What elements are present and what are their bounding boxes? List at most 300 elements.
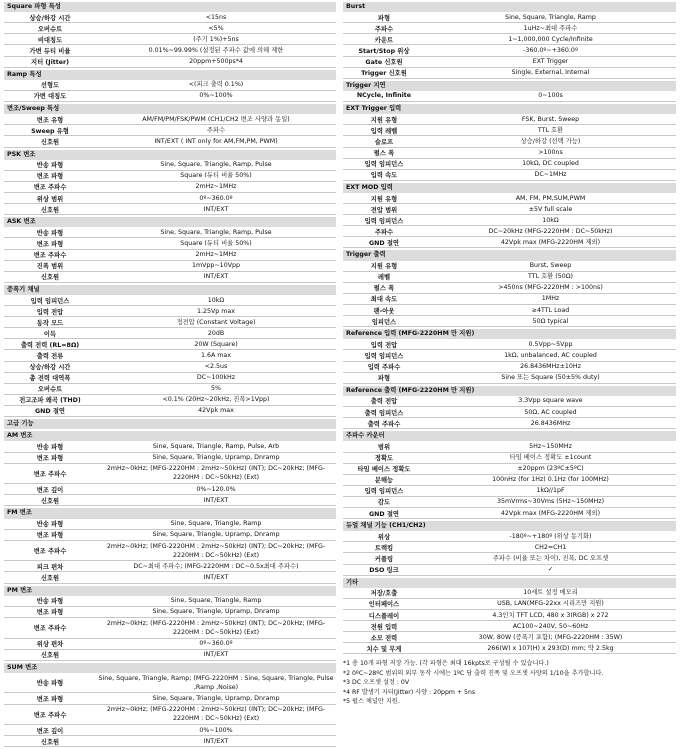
section-header: EXT MOD 입력 — [343, 183, 676, 193]
spec-label: 상승/하강 시간 — [29, 14, 71, 22]
spec-value: 타임 베이스 정확도 ±1count — [509, 454, 592, 462]
spec-value: Sine, Square, Triangle, Ramp — [505, 13, 596, 21]
spec-row — [343, 339, 676, 350]
spec-label: 입력 임피던스 — [364, 353, 404, 361]
spec-label: 입력 속도 — [370, 172, 398, 180]
spec-label: 레벨 — [377, 274, 391, 282]
spec-label: 반송 파형 — [36, 680, 64, 688]
spec-section — [343, 250, 676, 329]
spec-value: 266(W) x 107(H) x 293(D) mm; 약 2.5kg — [487, 644, 614, 652]
section-header: 기타 — [343, 578, 676, 588]
spec-label: 분해능 — [374, 477, 394, 485]
spec-row — [343, 565, 676, 576]
spec-row — [4, 673, 336, 694]
spec-value: 1~1,000,000 Cycle/Infinite — [508, 35, 593, 43]
spec-row — [4, 484, 336, 495]
spec-row — [343, 508, 676, 519]
spec-value: <(피크 출력 0.1%) — [188, 81, 244, 89]
spec-value: 1.25Vp max — [196, 307, 236, 315]
spec-label: 위상 — [377, 533, 391, 541]
spec-label: 전원 입력 — [370, 623, 398, 631]
spec-row — [4, 34, 336, 45]
spec-label: 신호원 — [40, 497, 60, 505]
spec-value: Sine, Square, Triangle, Upramp, Dnramp — [152, 454, 280, 462]
spec-label: 트랙킹 — [374, 544, 394, 552]
spec-label: 카운트 — [374, 36, 394, 44]
spec-label: 입력 임피던스 — [30, 297, 70, 305]
spec-value: DC~최대 주파수; (MFG-2220HM : DC~0.5x최대 주파수) — [133, 562, 299, 570]
spec-label: 커플링 — [374, 555, 394, 563]
spec-label: 파형 — [377, 375, 391, 383]
spec-value: AC100~240V, 50~60Hz — [512, 622, 589, 630]
spec-value: <2.5us — [204, 363, 228, 371]
footnote: *5 펄스 채널만 지원. — [343, 698, 400, 705]
spec-row — [4, 45, 336, 56]
section-header: AM 변조 — [4, 431, 336, 441]
spec-label: 파형 — [377, 14, 391, 22]
spec-label: 저장/호출 — [370, 590, 398, 598]
spec-row — [4, 261, 336, 272]
spec-label: 반송 파형 — [36, 229, 64, 237]
spec-row — [4, 317, 336, 328]
spec-row — [4, 384, 336, 395]
spec-value: 주파수 (비율 또는 차이), 진폭, DC 오프셋 — [492, 554, 609, 562]
spec-section — [343, 81, 676, 104]
spec-value: 1MHz — [541, 295, 560, 303]
spec-value: 0º~360.0º — [199, 194, 233, 202]
spec-value: 26.8436MHz±10Hz — [520, 363, 581, 371]
spec-label: 슬로프 — [374, 138, 394, 146]
spec-label: 위상 편차 — [36, 641, 64, 649]
section-header: SUM 변조 — [4, 663, 336, 673]
spec-row — [4, 453, 336, 464]
spec-value: INT/EXT — [203, 737, 229, 745]
spec-label: 신호원 — [40, 206, 60, 214]
spec-value: 0~100s — [538, 92, 563, 100]
spec-row — [4, 193, 336, 204]
spec-row — [4, 362, 336, 373]
spec-label: 전고조파 왜곡 (THD) — [19, 397, 81, 405]
spec-label: 진폭 범위 — [36, 263, 64, 271]
spec-section — [4, 2, 336, 70]
spec-value: 0º~360.0º — [199, 640, 233, 648]
spec-label: 출력 전압 — [370, 398, 398, 406]
spec-row — [4, 541, 336, 562]
spec-value: 2mHz~0kHz; (MFG-2220HM : 2mHz~50kHz) (INT); DC~20kHz; (MFG-2220HM : DC~50kHz) (Ext) — [106, 706, 326, 723]
spec-row — [343, 497, 676, 508]
spec-label: 가변 대칭도 — [33, 93, 67, 101]
spec-value: 20dB — [207, 329, 225, 337]
spec-row — [4, 693, 336, 704]
spec-row — [343, 643, 676, 654]
spec-label: 임피던스 — [371, 318, 397, 326]
section-header: 주파수 카운터 — [343, 431, 676, 441]
left-spec-column — [4, 2, 336, 749]
spec-row — [4, 519, 336, 530]
spec-value: 2mHz~1MHz — [195, 251, 237, 259]
spec-label: 변조 유형 — [36, 116, 64, 124]
spec-row — [4, 596, 336, 607]
spec-value: 50Ω, AC coupled — [524, 408, 577, 416]
spec-row — [343, 531, 676, 542]
spec-value: <15ns — [205, 13, 227, 21]
spec-value: ≥4TTL Load — [531, 306, 570, 314]
spec-value: 1kΩ, unbalanced, AC coupled — [504, 352, 597, 360]
spec-row — [4, 306, 336, 317]
spec-section — [343, 386, 676, 431]
footnotes — [343, 659, 676, 706]
spec-row — [4, 80, 336, 91]
spec-row — [343, 68, 676, 79]
spec-value: 3.3Vpp square wave — [518, 397, 583, 405]
spec-row — [343, 215, 676, 226]
spec-section — [4, 70, 336, 104]
spec-label: 변조 주파수 — [33, 625, 67, 633]
spec-label: 상승/하강 시간 — [29, 364, 71, 372]
spec-value: 주파수 — [206, 126, 226, 134]
spec-label: 주파수 — [374, 228, 394, 236]
right-spec-column — [343, 2, 676, 706]
spec-label: GND 절연 — [368, 510, 400, 518]
spec-value: 50Ω typical — [532, 317, 569, 325]
spec-section — [4, 104, 336, 149]
spec-label: 변조 주파수 — [33, 184, 67, 192]
spec-row — [343, 350, 676, 361]
spec-row — [4, 618, 336, 639]
spec-value: 10kΩ, DC coupled — [522, 160, 579, 168]
spec-value: 42Vpk max (MFG-2220HM 제외) — [500, 509, 601, 517]
spec-label: 가변 듀티 비율 — [29, 48, 71, 56]
spec-row — [4, 114, 336, 125]
spec-row — [343, 542, 676, 553]
spec-value: Sine, Square, Triangle, Ramp — [170, 597, 262, 605]
spec-row — [4, 639, 336, 650]
section-header: PM 변조 — [4, 586, 336, 596]
spec-section — [4, 663, 336, 749]
spec-value: TTL 호환 — [537, 126, 564, 134]
spec-row — [343, 475, 676, 486]
spec-section — [4, 150, 336, 218]
spec-value: USB, LAN(MFG-22xx 시리즈만 지원) — [497, 600, 604, 608]
spec-value: INT/EXT — [203, 496, 229, 504]
spec-value: 42Vpk max (MFG-2220HM 제외) — [500, 238, 601, 246]
spec-label: 입력 전압 — [370, 341, 398, 349]
spec-label: 피크 편차 — [36, 563, 64, 571]
section-header: Square 파형 특성 — [4, 2, 336, 12]
section-header: ASK 변조 — [4, 217, 336, 227]
spec-label: 신호원 — [40, 274, 60, 282]
spec-section — [343, 578, 676, 657]
spec-value: Sine, Square, Triangle, Upramp, Dnramp — [152, 695, 280, 703]
spec-label: 지원 유형 — [370, 116, 398, 124]
spec-section — [4, 508, 336, 585]
spec-row — [4, 182, 336, 193]
spec-row — [4, 561, 336, 572]
spec-label: 변조 주파수 — [33, 470, 67, 478]
spec-label: 소모 전력 — [370, 634, 398, 642]
spec-label: 변조 깊이 — [36, 486, 64, 494]
spec-value: <0.1% (20Hz~20kHz, 진폭>1Vpp) — [162, 396, 270, 404]
spec-label: 입력 임피던스 — [364, 217, 404, 225]
spec-label: 선형도 — [40, 82, 60, 90]
spec-value: AM/FM/PM/FSK/PWM (CH1/CH2 변조 사양과 동일) — [142, 115, 290, 123]
spec-label: 범위 — [377, 443, 391, 451]
spec-value: 0%~120.0% — [196, 485, 236, 493]
spec-value: CH2=CH1 — [534, 543, 567, 551]
spec-row — [4, 12, 336, 23]
spec-label: 변조 파형 — [36, 532, 64, 540]
spec-value: Square (듀티 비율 50%) — [180, 239, 252, 247]
spec-value: 1uHz~최대 주파수 — [523, 24, 578, 32]
spec-row — [343, 34, 676, 45]
spec-row — [4, 57, 336, 68]
spec-value: 1kΩ//1pF — [536, 487, 565, 495]
spec-row — [343, 114, 676, 125]
spec-row — [4, 23, 336, 34]
spec-section — [4, 419, 336, 431]
section-header: Trigger 출력 — [343, 250, 676, 260]
spec-value: EXT Trigger — [532, 58, 569, 66]
spec-row — [343, 125, 676, 136]
spec-value: AM, FM, PM,SUM,PWM — [515, 194, 586, 202]
spec-value: 5Hz~150MHz — [529, 442, 572, 450]
spec-label: 출력 주파수 — [367, 420, 401, 428]
spec-value: Sine, Square, Triangle, Ramp — [170, 520, 262, 528]
spec-label: GND 절연 — [368, 239, 400, 247]
spec-label: 출력 임피던스 — [364, 409, 404, 417]
spec-value: 10kΩ — [207, 296, 225, 304]
spec-row — [343, 57, 676, 68]
spec-label: 입력 전압 — [36, 308, 64, 316]
spec-value: (주기 1%)+5ns — [193, 35, 239, 43]
spec-row — [4, 204, 336, 215]
spec-value: DC~1MHz — [534, 171, 567, 179]
spec-label: 반송 파형 — [36, 598, 64, 606]
spec-value: 2mHz~0kHz; (MFG-2220HM : 2mHz~50kHz) (INT); DC~20kHz; (MFG-2220HM : DC~50kHz) (Ext) — [106, 465, 326, 482]
spec-row — [4, 406, 336, 417]
spec-section — [343, 183, 676, 251]
spec-row — [343, 45, 676, 56]
spec-row — [343, 553, 676, 564]
spec-row — [343, 159, 676, 170]
spec-label: 지원 유형 — [370, 263, 398, 271]
spec-value: 0%~100% — [199, 92, 233, 100]
spec-value: 2mHz~0kHz; (MFG-2220HM : 2mHz~50kHz) (INT); DC~20kHz; (MFG-2220HM : DC~50kHz) (Ext) — [106, 542, 326, 559]
spec-row — [4, 441, 336, 452]
spec-row — [343, 610, 676, 621]
section-header: Trigger 지연 — [343, 81, 676, 91]
spec-row — [4, 705, 336, 726]
spec-row — [343, 407, 676, 418]
spec-label: 총 전력 대역폭 — [29, 375, 71, 383]
spec-label: 타임 베이스 정확도 — [357, 466, 411, 474]
spec-row — [343, 588, 676, 599]
spec-label: 신호원 — [40, 574, 60, 582]
spec-value: 5% — [211, 385, 221, 393]
spec-value: 4.3인치 TFT LCD, 480 x 3(RGB) x 272 — [492, 611, 609, 619]
spec-row — [343, 316, 676, 327]
spec-label: 변조 파형 — [36, 455, 64, 463]
spec-label: 팬-아웃 — [373, 307, 395, 315]
spec-label: 오버슈트 — [37, 386, 63, 394]
spec-row — [4, 125, 336, 136]
spec-value: INT/EXT — [203, 205, 229, 213]
spec-label: 디스플레이 — [368, 612, 400, 620]
section-header: 고급 기능 — [4, 419, 336, 429]
spec-row — [4, 227, 336, 238]
spec-value: DC~20kHz (MFG-2220HM : DC~50kHz) — [488, 227, 613, 235]
spec-label: DSO 링크 — [369, 567, 399, 575]
spec-label: 변조 주파수 — [33, 548, 67, 556]
spec-value: 30W, 80W (증폭기 포함); (MFG-2220HM : 35W) — [478, 633, 623, 641]
spec-label: 출력 전력 (RL=8Ω) — [20, 341, 80, 349]
spec-row — [4, 339, 336, 350]
spec-label: 입력 레벨 — [370, 127, 398, 135]
footnote: *1 총 10개 파형 저장 가능. (각 파형은 최대 16kpts로 구성될 수 있습니다.) — [343, 660, 549, 668]
spec-value: >100ns — [538, 149, 563, 157]
section-header: 변조/Sweep 특성 — [4, 104, 336, 114]
spec-row — [343, 23, 676, 34]
spec-value: ±5V full scale — [528, 205, 573, 213]
spec-label: 입력 주파수 — [367, 364, 401, 372]
spec-row — [343, 418, 676, 429]
spec-value: 정전압 (Constant Voltage) — [176, 318, 256, 326]
section-header: 증폭기 채널 — [4, 285, 336, 295]
section-gap — [343, 654, 676, 656]
spec-label: 펄스 폭 — [373, 285, 395, 293]
spec-label: 지원 유형 — [370, 195, 398, 203]
spec-value: 35mVrms~30Vms (5Hz~150MHz) — [496, 498, 605, 506]
spec-value: Square (듀티 비율 50%) — [180, 172, 252, 180]
spec-label: 치수 및 무게 — [366, 645, 402, 653]
spec-value: TTL 호환 (50Ω) — [528, 273, 573, 281]
spec-value: Sine, Square, Triangle, Ramp, Pulse, Arb — [152, 442, 280, 450]
spec-row — [4, 464, 336, 485]
spec-value: FSK, Burst, Sweep — [521, 115, 580, 123]
spec-value: Sine, Square, Triangle, Ramp, Pulse — [160, 161, 272, 169]
spec-label: Trigger 신호원 — [361, 70, 407, 78]
section-header: Reference 출력 (MFG-2220HM 만 지원) — [343, 386, 676, 396]
spec-label: 반송 파형 — [36, 443, 64, 451]
spec-label: 반송 파형 — [36, 521, 64, 529]
spec-value: Burst, Sweep — [529, 262, 572, 270]
spec-value: Sine 또는 Square (50±5% duty) — [501, 374, 600, 382]
spec-value: 0.5Vpp~5Vpp — [528, 340, 573, 348]
spec-value: INT/EXT — [203, 573, 229, 581]
spec-row — [4, 373, 336, 384]
spec-label: 변조 주파수 — [33, 252, 67, 260]
spec-label: 출력 전류 — [36, 353, 64, 361]
spec-row — [343, 226, 676, 237]
section-header: Burst — [343, 2, 676, 12]
spec-row — [343, 170, 676, 181]
spec-label: 반송 파형 — [36, 162, 64, 170]
spec-label: GND 절연 — [34, 408, 66, 416]
spec-section — [4, 431, 336, 508]
spec-label: 이득 — [43, 330, 57, 338]
spec-label: 입력 임피던스 — [364, 161, 404, 169]
spec-value: 42Vpk max — [198, 407, 234, 415]
spec-label: 비대칭도 — [37, 36, 63, 44]
spec-label: 전압 범위 — [370, 206, 398, 214]
spec-label: 인터페이스 — [368, 601, 400, 609]
spec-label: Start/Stop 위상 — [358, 48, 410, 56]
spec-row — [4, 160, 336, 171]
spec-value: INT/EXT — [203, 273, 229, 281]
spec-row — [343, 453, 676, 464]
spec-value: Sine, Square, Triangle, Upramp, Dnramp — [152, 531, 280, 539]
spec-section — [4, 586, 336, 663]
spec-value: 0%~100% — [199, 726, 233, 734]
spec-row — [343, 91, 676, 102]
spec-row — [343, 305, 676, 316]
spec-section — [4, 285, 336, 419]
spec-row — [343, 632, 676, 643]
spec-label: 변조 파형 — [36, 609, 64, 617]
spec-row — [4, 250, 336, 261]
spec-section — [343, 329, 676, 386]
spec-label: 동작 모드 — [36, 319, 64, 327]
footnote: *4 RF 발생기 지터(Jitter) 사양 : 20ppm + 5ns — [343, 688, 476, 696]
spec-label: 신호원 — [40, 652, 60, 660]
spec-label: 주파수 — [374, 25, 394, 33]
spec-label: Gate 신호원 — [365, 59, 403, 67]
spec-row — [4, 171, 336, 182]
spec-row — [343, 237, 676, 248]
spec-value: ✓ — [547, 566, 554, 574]
spec-row — [343, 272, 676, 283]
spec-label: 신호원 — [40, 738, 60, 746]
spec-value: 1.6A max — [200, 352, 232, 360]
spec-label: 최대 속도 — [370, 296, 398, 304]
spec-value: INT/EXT — [203, 651, 229, 659]
spec-value: 상승/하강 (선택 가능) — [520, 137, 581, 145]
spec-section — [343, 431, 676, 521]
spec-section — [4, 217, 336, 285]
spec-value: DC~100kHz — [196, 374, 236, 382]
spec-value: 1mVpp~10Vpp — [191, 262, 241, 270]
spec-row — [4, 530, 336, 541]
spec-row — [343, 396, 676, 407]
spec-row — [343, 599, 676, 610]
spec-value: Sine, Square, Triangle, Ramp, Pulse — [160, 228, 272, 236]
spec-row — [343, 294, 676, 305]
spec-section — [343, 521, 676, 578]
spec-row — [4, 572, 336, 583]
spec-row — [343, 373, 676, 384]
spec-row — [4, 91, 336, 102]
footnote: *2 0ºC~28ºC 범위의 외부 동작 시에는 1ºC 당 출력 진폭 및 오프셋 사양의 1/10을 추가합니다. — [343, 669, 604, 677]
spec-row — [343, 193, 676, 204]
spec-label: 위상 범위 — [36, 195, 64, 203]
spec-row — [4, 495, 336, 506]
spec-row — [343, 204, 676, 215]
spec-row — [343, 621, 676, 632]
spec-row — [343, 261, 676, 272]
spec-value: 10kΩ — [542, 216, 559, 224]
spec-label: NCycle, Infinite — [356, 92, 412, 100]
spec-label: Sweep 유형 — [31, 127, 69, 135]
spec-value: Sine, Square, Triangle, Upramp, Dnramp — [152, 608, 280, 616]
spec-row — [4, 272, 336, 283]
spec-value: 26.8436MHz — [530, 419, 571, 427]
spec-label: 감도 — [377, 499, 391, 507]
spec-label: 입력 임피던스 — [364, 488, 404, 496]
section-header: Ramp 특성 — [4, 70, 336, 80]
spec-row — [343, 464, 676, 475]
spec-row — [343, 136, 676, 147]
spec-value: Single, External, Internal — [511, 69, 590, 77]
